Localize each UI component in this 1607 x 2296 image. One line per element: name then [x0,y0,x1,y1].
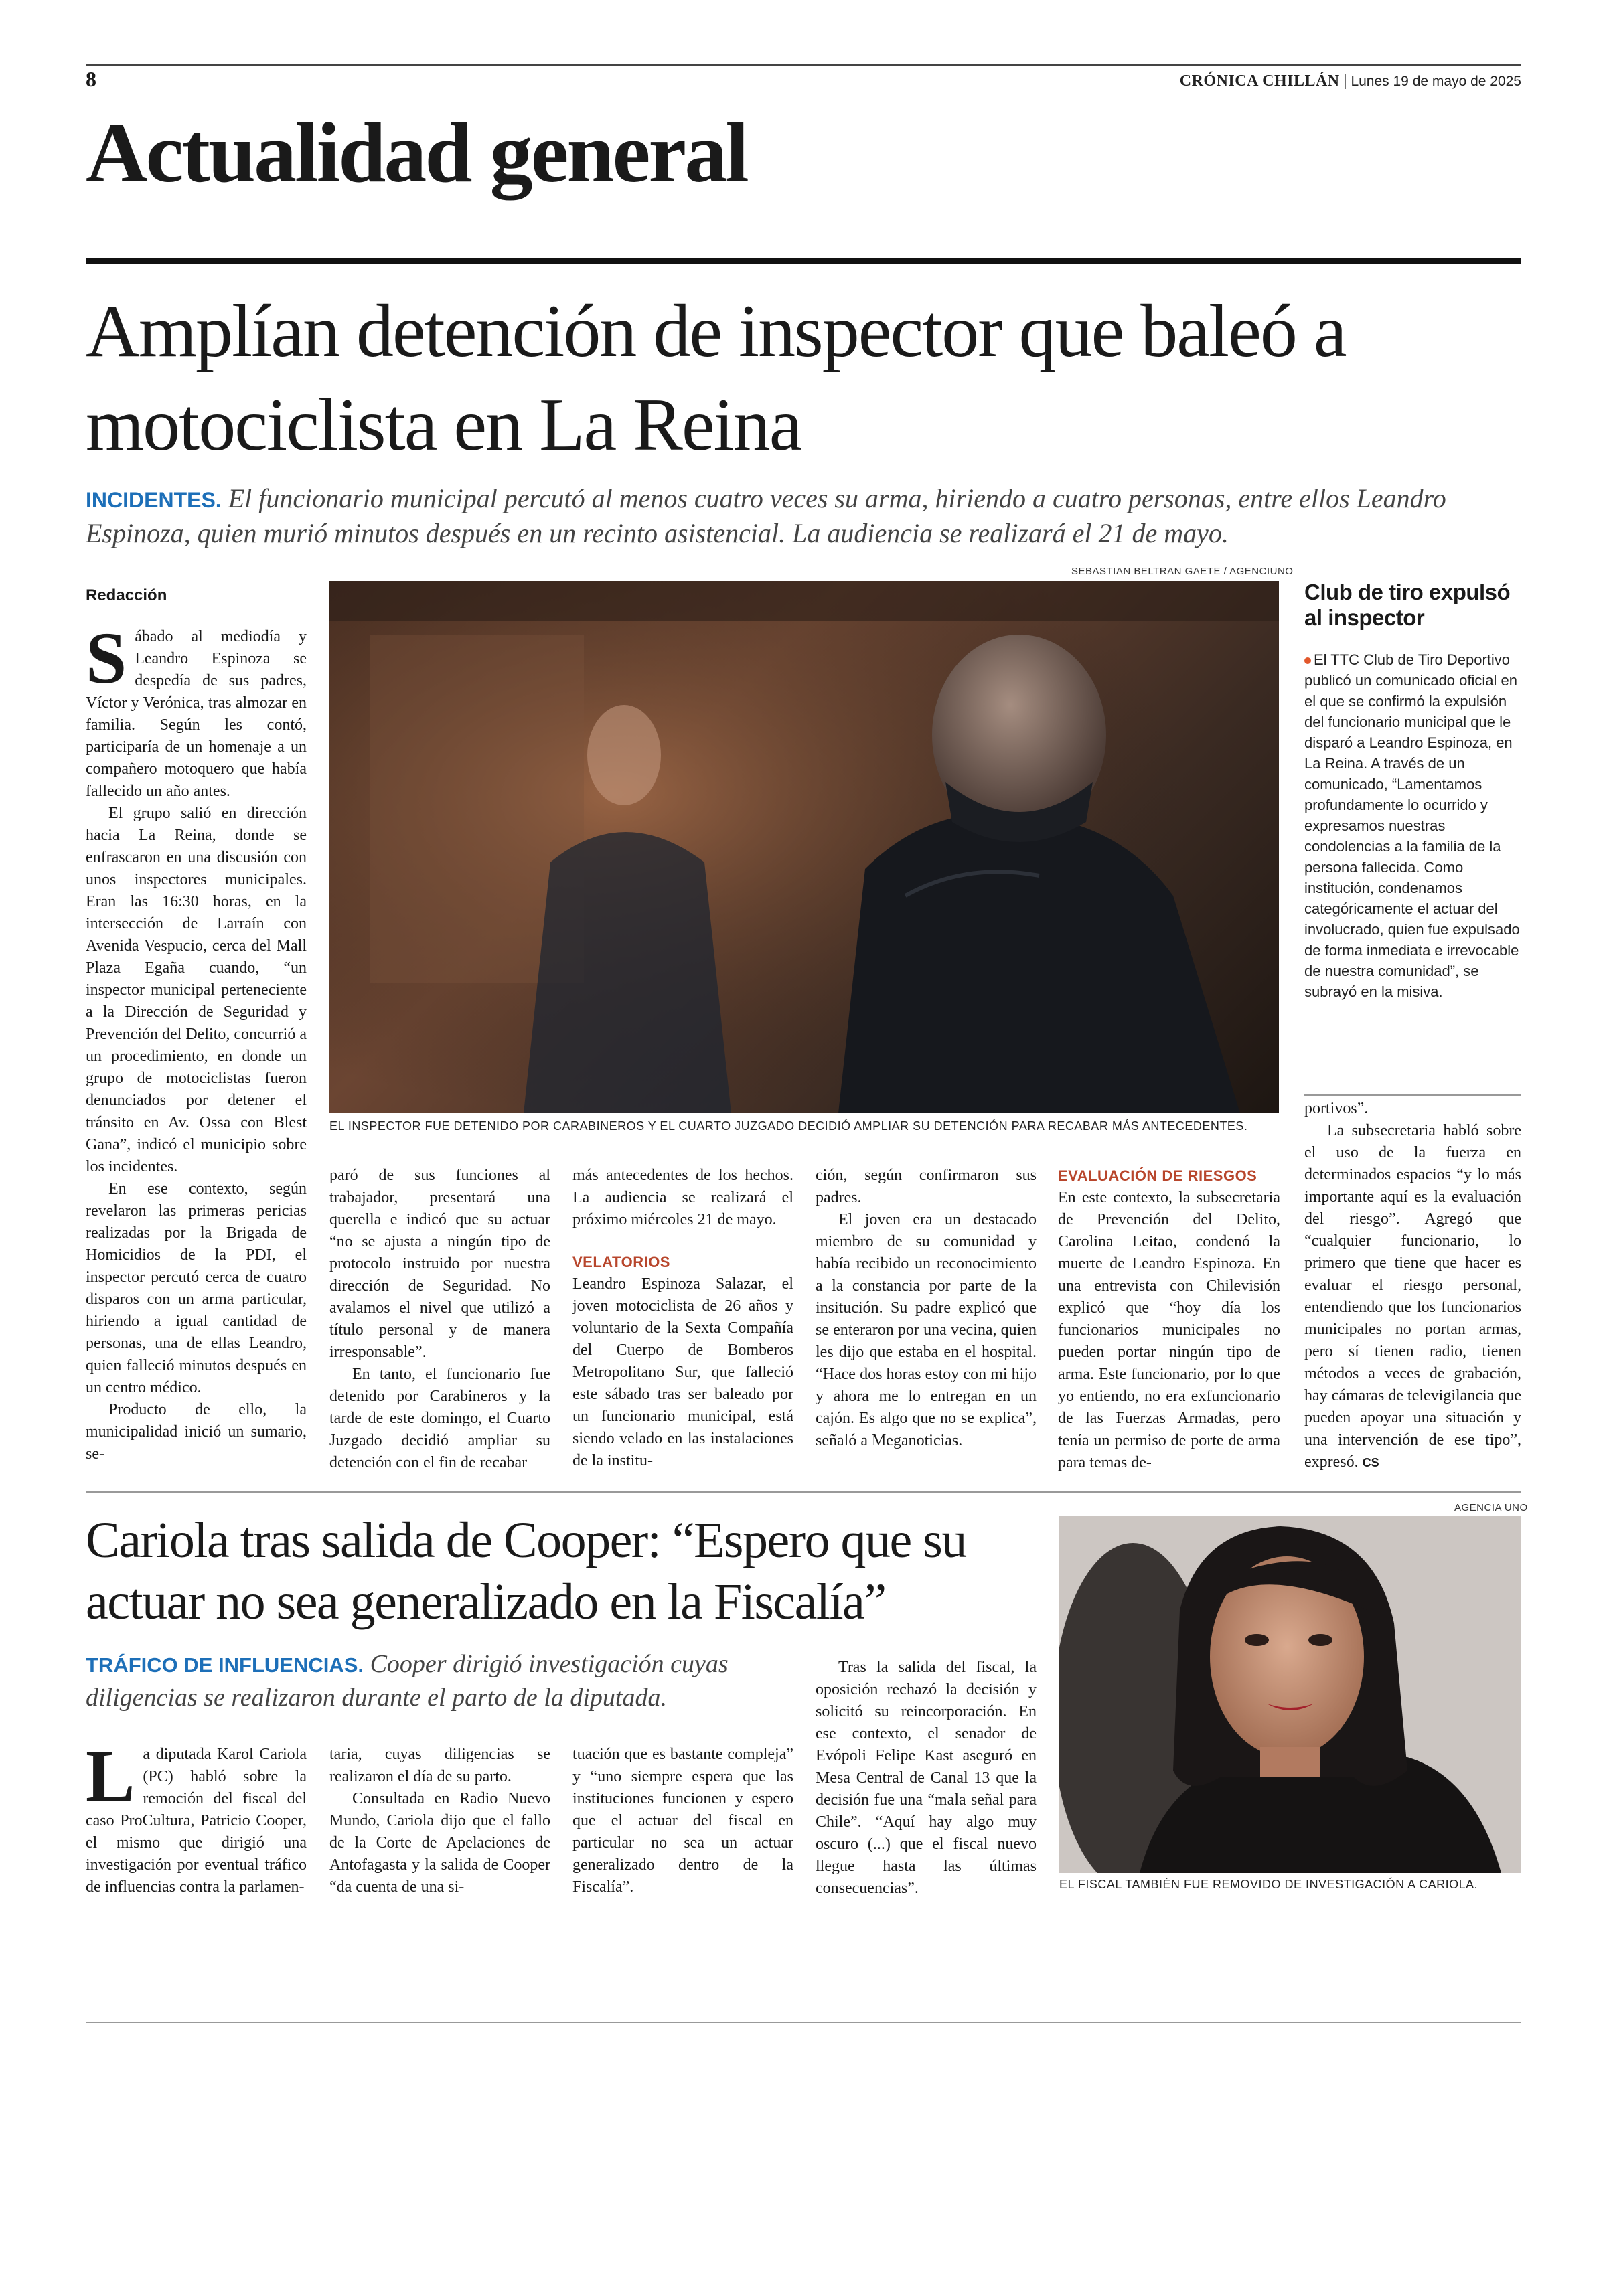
header-rule [86,64,1521,66]
masthead-info [1180,72,1521,90]
paragraph: tuación que es bastante compleja” y “uno siempre espera que las instituciones funcionen y espero que el actuar del fiscal en particular no sea un actuar generalizado dentro de la Fiscalía”. [572,1746,793,1896]
article1-column-5 [1058,1165,1280,1474]
cariola-photo [1059,1516,1521,1873]
paragraph: más antecedentes de los hechos. La audiencia se realizará el próximo miércoles 21 de mayo. [572,1167,793,1228]
sidebar-title: Club de tiro expulsó al inspector [1304,580,1511,630]
byline: Redacción [86,586,167,604]
section-title: Actualidad general [86,105,747,200]
article2-column-2 [329,1744,550,1898]
paragraph: En este contexto, la subsecretaria de Prevención del Delito, Carolina Leitao, condenó la muerte de Leandro Espinoza. En una entrevista con Chilevisión explicó que “hoy día los funcionarios municipales no pueden portar ningún tipo de arma. Este funcionario, por lo que yo entiendo, no era exfuncionario de las Fuerzas Armadas, pero tenía un permiso de porte de arma para temas de- [1058,1189,1280,1471]
sidebar-rule [1304,1094,1521,1096]
paragraph: El joven era un destacado miembro de su comunidad y había recibido un reconocimiento a la constancia por parte de la insitución. Su padre explicó que se enteraron por una vecina, quien les dijo que estaba en el hospital. “Hace dos horas estoy con mi hijo y ahora me lo entregan en un cajón. Es algo que no se explica”, señaló a Meganoticias. [816,1211,1037,1449]
page-number: 8 [86,67,96,91]
paragraph: Producto de ello, la municipalidad inició un sumario, se- [86,1401,307,1463]
article1-column-4 [816,1165,1037,1452]
footer-rule [86,2022,1521,2023]
photo-illustration-2 [1059,1516,1521,1873]
photo-illustration [329,581,1279,1113]
paragraph: taria, cuyas diligencias se realizaron el día de su parto. [329,1746,550,1785]
bullet-icon [1304,657,1311,664]
section-divider [86,258,1521,264]
paragraph: a diputada Karol Cariola (PC) habló sobre la remoción del fiscal del caso ProCultura, Patricio Cooper, el mismo que dirigió una investigación por eventual tráfico de influencias contra la parlamen- [86,1746,307,1896]
dropcap: S [86,617,127,699]
sidebar-body [1304,649,1521,1002]
photo-caption: EL INSPECTOR FUE DETENIDO POR CARABINEROS Y EL CUARTO JUZGADO DECIDIÓ AMPLIAR SU DETENCIÓN PARA RECABAR MÁS ANTECEDENTES. [329,1119,1248,1133]
subhead-evaluacion: EVALUACIÓN DE RIESGOS [1058,1167,1257,1184]
paragraph: Tras la salida del fiscal, la oposición rechazó la decisión y solicitó su reincorporación. En ese contexto, el senador de Evópoli Felipe Kast aseguró en Mesa Central de Canal 13 que la decisión fue una “mala señal para Chile”. “Aquí hay algo muy oscuro (...) que el fiscal nuevo llegue hasta las últimas consecuencias”. [816,1659,1037,1897]
end-mark: CS [1362,1456,1379,1469]
article2-column-4 [816,1657,1037,1900]
paragraph: paró de sus funciones al trabajador, presentará una querella e indicó que su actuar “no se ajusta a ningún tipo de protocolo instruido por nuestra dirección de Seguridad. No avalamos el nivel que utilizó a título personal y de manera irresponsable”. [329,1167,550,1361]
paragraph: En ese contexto, según revelaron las primeras pericias realizadas por la Brigada de Homicidios de la PDI, el inspector percutó cerca de cuatro disparos con un arma particular, hiriendo a igual cantidad de personas, una de ellas Leandro, quien falleció minutos después en un centro médico. [86,1180,307,1396]
article-lede [86,482,1512,550]
lede-text: Cooper dirigió investigación cuyas diligencias se realizaron durante el parto de la diputada. [86,1650,729,1712]
paragraph: ábado al mediodía y Leandro Espinoza se despedía de sus padres, Víctor y Verónica, tras almozar en familia. Según les contó, participaría de un homenaje a un compañero motoquero que había fallecido un año antes. [86,628,307,800]
article2-column-3 [572,1744,793,1898]
paragraph: En tanto, el funcionario fue detenido por Carabineros y la tarde de este domingo, el Cuarto Juzgado decidió ampliar su detención con el fin de recabar [329,1366,550,1471]
article-headline: Amplían detención de inspector que baleó a motociclista en La Reina [86,290,1346,467]
paragraph: ción, según confirmaron sus padres. [816,1167,1037,1206]
subhead-velatorios: VELATORIOS [572,1254,670,1270]
dropcap: L [86,1735,135,1817]
article-divider [86,1491,1521,1493]
lede-text: El funcionario municipal percutó al menos cuatro veces su arma, hiriendo a cuatro personas, entre ellos Leandro Espinoza, quien murió minutos después en un recinto asistencial. La audiencia se realizará el 21 de mayo. [86,483,1446,548]
publication-date: Lunes 19 de mayo de 2025 [1351,74,1521,89]
sidebar-text: El TTC Club de Tiro Deportivo publicó un comunicado oficial en el que se confirmó la expulsión del funcionario municipal que le disparó a Leandro Espinoza, en La Reina. A través de un comunicado, “Lamentamos profundamente lo ocurrido y expresamos nuestras condolencias a la familia de la persona fallecida. Como institución, condenamos categóricamente el actuar del involucrado, quien fue expulsado de forma inmediata e irrevocable de nuestra comunidad”, se subrayó en la misiva. [1304,651,1520,1000]
article2-headline: Cariola tras salida de Cooper: “Espero que su actuar no sea generalizado en la Fiscalía” [86,1512,966,1630]
photo-credit: SEBASTIAN BELTRAN GAETE / AGENCIUNO [1071,566,1294,577]
article1-column-6 [1304,1098,1521,1474]
article1-column-3 [572,1165,793,1472]
paragraph: Leandro Espinoza Salazar, el joven motociclista de 26 años y voluntario de la Sexta Compañía del Cuerpo de Bomberos Metropolitano Sur, que falleció este sábado tras ser baleado por un funcionario municipal, está siendo velado en las instalaciones de la institu- [572,1275,793,1469]
paragraph: Consultada en Radio Nuevo Mundo, Cariola dijo que el fallo de la Corte de Apelaciones de Antofagasta y la salida de Cooper “da cuenta de una si- [329,1790,550,1896]
article1-column-1 [86,617,307,1465]
photo-credit-2: AGENCIA UNO [1454,1502,1528,1513]
article1-column-2 [329,1165,550,1474]
paragraph-text: La subsecretaria habló sobre el uso de la fuerza en determinados espacios “y lo más importante aquí es la evaluación del riesgo”. Agregó que “cualquier funcionario, lo primero que tiene que hacer es evaluar el riesgo personal, entendiendo que los funcionarios municipales no portan armas, pero sí tienen radio, tienen métodos a veces de grabación, hay cámaras de televigilancia que pueden apoyar una situación y una intervención de ese tipo”, expresó. [1304,1122,1521,1471]
publication-name: CRÓNICA CHILLÁN [1179,72,1340,90]
paragraph [1304,1120,1521,1474]
masthead-separator: | [1343,72,1351,90]
article-kicker: INCIDENTES. [86,488,222,512]
article2-column-1 [86,1735,307,1898]
article2-kicker: TRÁFICO DE INFLUENCIAS. [86,1653,364,1677]
article2-lede [86,1648,782,1714]
paragraph: El grupo salió en dirección hacia La Reina, donde se enfrascaron en una discusión con unos inspectores municipales. Eran las 16:30 horas, en la intersección de Larraín con Avenida Vespucio, cerca del Mall Plaza Egaña cuando, “un inspector municipal perteneciente a la Dirección de Seguridad y Prevención del Delito, concurrió a un procedimiento, en donde un grupo de motociclistas fueron denunciados por detener el tránsito en Av. Ossa con Blest Gana”, indicó el municipio sobre los incidentes. [86,805,307,1175]
inspector-photo [329,581,1279,1113]
photo-caption-2: EL FISCAL TAMBIÉN FUE REMOVIDO DE INVESTIGACIÓN A CARIOLA. [1059,1878,1478,1891]
paragraph: portivos”. [1304,1100,1369,1117]
